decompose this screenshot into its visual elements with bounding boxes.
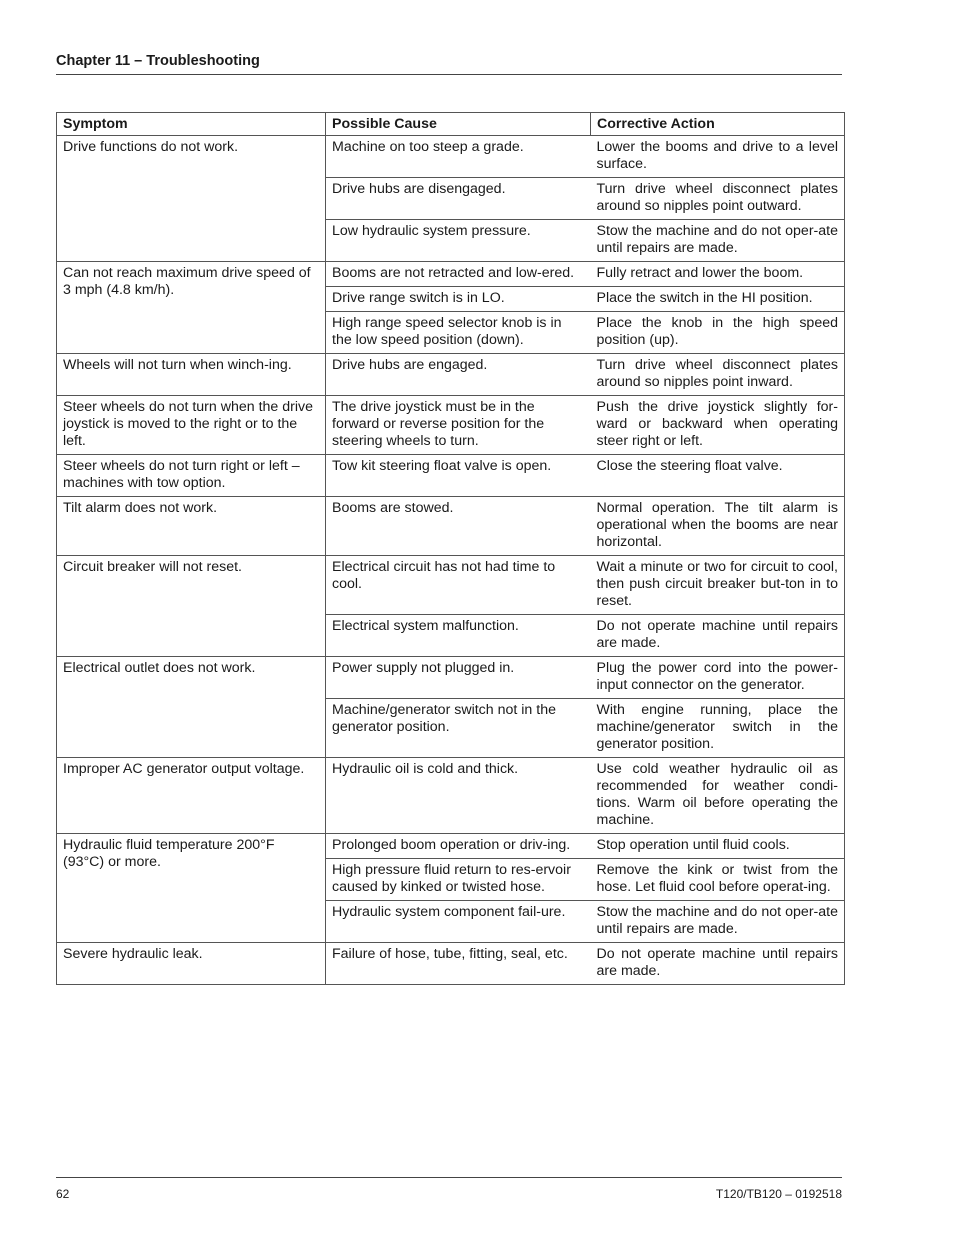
action-cell: Stop operation until fluid cools. (591, 834, 845, 859)
cause-cell: Drive hubs are disengaged. (326, 178, 591, 220)
action-cell: Plug the power cord into the power-input connector on the generator. (591, 657, 845, 699)
symptom-cell: Steer wheels do not turn when the drive joystick is moved to the right or to the left. (57, 396, 326, 455)
cause-cell: Drive range switch is in LO. (326, 287, 591, 312)
cause-cell: The drive joystick must be in the forward or reverse position for the steering wheels to turn. (326, 396, 591, 455)
action-cell: Stow the machine and do not oper-ate until repairs are made. (591, 901, 845, 943)
action-cell: Turn drive wheel disconnect plates around so nipples point inward. (591, 354, 845, 396)
column-header-cause: Possible Cause (326, 113, 591, 136)
cause-cell: Low hydraulic system pressure. (326, 220, 591, 262)
action-cell: With engine running, place the machine/generator switch in the generator position. (591, 699, 845, 758)
table-header-row (57, 113, 845, 136)
action-cell: Push the drive joystick slightly for-ward or backward when operating steer right or left. (591, 396, 845, 455)
action-cell: Wait a minute or two for circuit to cool, then push circuit breaker but-ton in to reset. (591, 556, 845, 615)
action-cell: Use cold weather hydraulic oil as recommended for weather condi-tions. Warm oil before operating the machine. (591, 758, 845, 834)
cause-cell: Power supply not plugged in. (326, 657, 591, 699)
table-row (57, 943, 845, 985)
cause-cell: Failure of hose, tube, fitting, seal, etc. (326, 943, 591, 985)
action-cell: Fully retract and lower the boom. (591, 262, 845, 287)
action-cell: Do not operate machine until repairs are made. (591, 943, 845, 985)
symptom-cell: Can not reach maximum drive speed of 3 mph (4.8 km/h). (57, 262, 326, 354)
symptom-cell: Improper AC generator output voltage. (57, 758, 326, 834)
cause-cell: Machine on too steep a grade. (326, 136, 591, 178)
cause-cell: Hydraulic oil is cold and thick. (326, 758, 591, 834)
cause-cell: Electrical circuit has not had time to cool. (326, 556, 591, 615)
action-cell: Place the knob in the high speed position (up). (591, 312, 845, 354)
table-body (57, 136, 845, 985)
column-header-symptom: Symptom (57, 113, 326, 136)
table-row (57, 396, 845, 455)
cause-cell: High pressure fluid return to res-ervoir caused by kinked or twisted hose. (326, 859, 591, 901)
cause-cell: Electrical system malfunction. (326, 615, 591, 657)
table-row (57, 758, 845, 834)
action-cell: Do not operate machine until repairs are made. (591, 615, 845, 657)
action-cell: Turn drive wheel disconnect plates around so nipples point outward. (591, 178, 845, 220)
model-number: T120/TB120 – 0192518 (715, 1187, 842, 1201)
symptom-cell: Tilt alarm does not work. (57, 497, 326, 556)
cause-cell: Tow kit steering float valve is open. (326, 455, 591, 497)
cause-cell: Prolonged boom operation or driv-ing. (326, 834, 591, 859)
action-cell: Lower the booms and drive to a level surface. (591, 136, 845, 178)
table-row (57, 657, 845, 699)
table-row (57, 136, 845, 178)
cause-cell: Booms are not retracted and low-ered. (326, 262, 591, 287)
symptom-cell: Severe hydraulic leak. (57, 943, 326, 985)
page-footer (56, 1177, 842, 1201)
action-cell: Place the switch in the HI position. (591, 287, 845, 312)
symptom-cell: Circuit breaker will not reset. (57, 556, 326, 657)
table-row (57, 497, 845, 556)
table-row (57, 455, 845, 497)
action-cell: Close the steering float valve. (591, 455, 845, 497)
symptom-cell: Hydraulic fluid temperature 200°F (93°C) or more. (57, 834, 326, 943)
cause-cell: Drive hubs are engaged. (326, 354, 591, 396)
page-number: 62 (56, 1187, 70, 1201)
chapter-header: Chapter 11 – Troubleshooting (56, 53, 842, 75)
cause-cell: Booms are stowed. (326, 497, 591, 556)
action-cell: Stow the machine and do not oper-ate until repairs are made. (591, 220, 845, 262)
symptom-cell: Drive functions do not work. (57, 136, 326, 262)
table-row (57, 262, 845, 287)
cause-cell: High range speed selector knob is in the low speed position (down). (326, 312, 591, 354)
symptom-cell: Wheels will not turn when winch-ing. (57, 354, 326, 396)
troubleshooting-table (56, 112, 845, 985)
table-row (57, 354, 845, 396)
column-header-action: Corrective Action (591, 113, 845, 136)
cause-cell: Machine/generator switch not in the generator position. (326, 699, 591, 758)
table-row (57, 834, 845, 859)
table-row (57, 556, 845, 615)
symptom-cell: Electrical outlet does not work. (57, 657, 326, 758)
action-cell: Remove the kink or twist from the hose. Let fluid cool before operat-ing. (591, 859, 845, 901)
symptom-cell: Steer wheels do not turn right or left – machines with tow option. (57, 455, 326, 497)
action-cell: Normal operation. The tilt alarm is operational when the booms are near horizontal. (591, 497, 845, 556)
cause-cell: Hydraulic system component fail-ure. (326, 901, 591, 943)
